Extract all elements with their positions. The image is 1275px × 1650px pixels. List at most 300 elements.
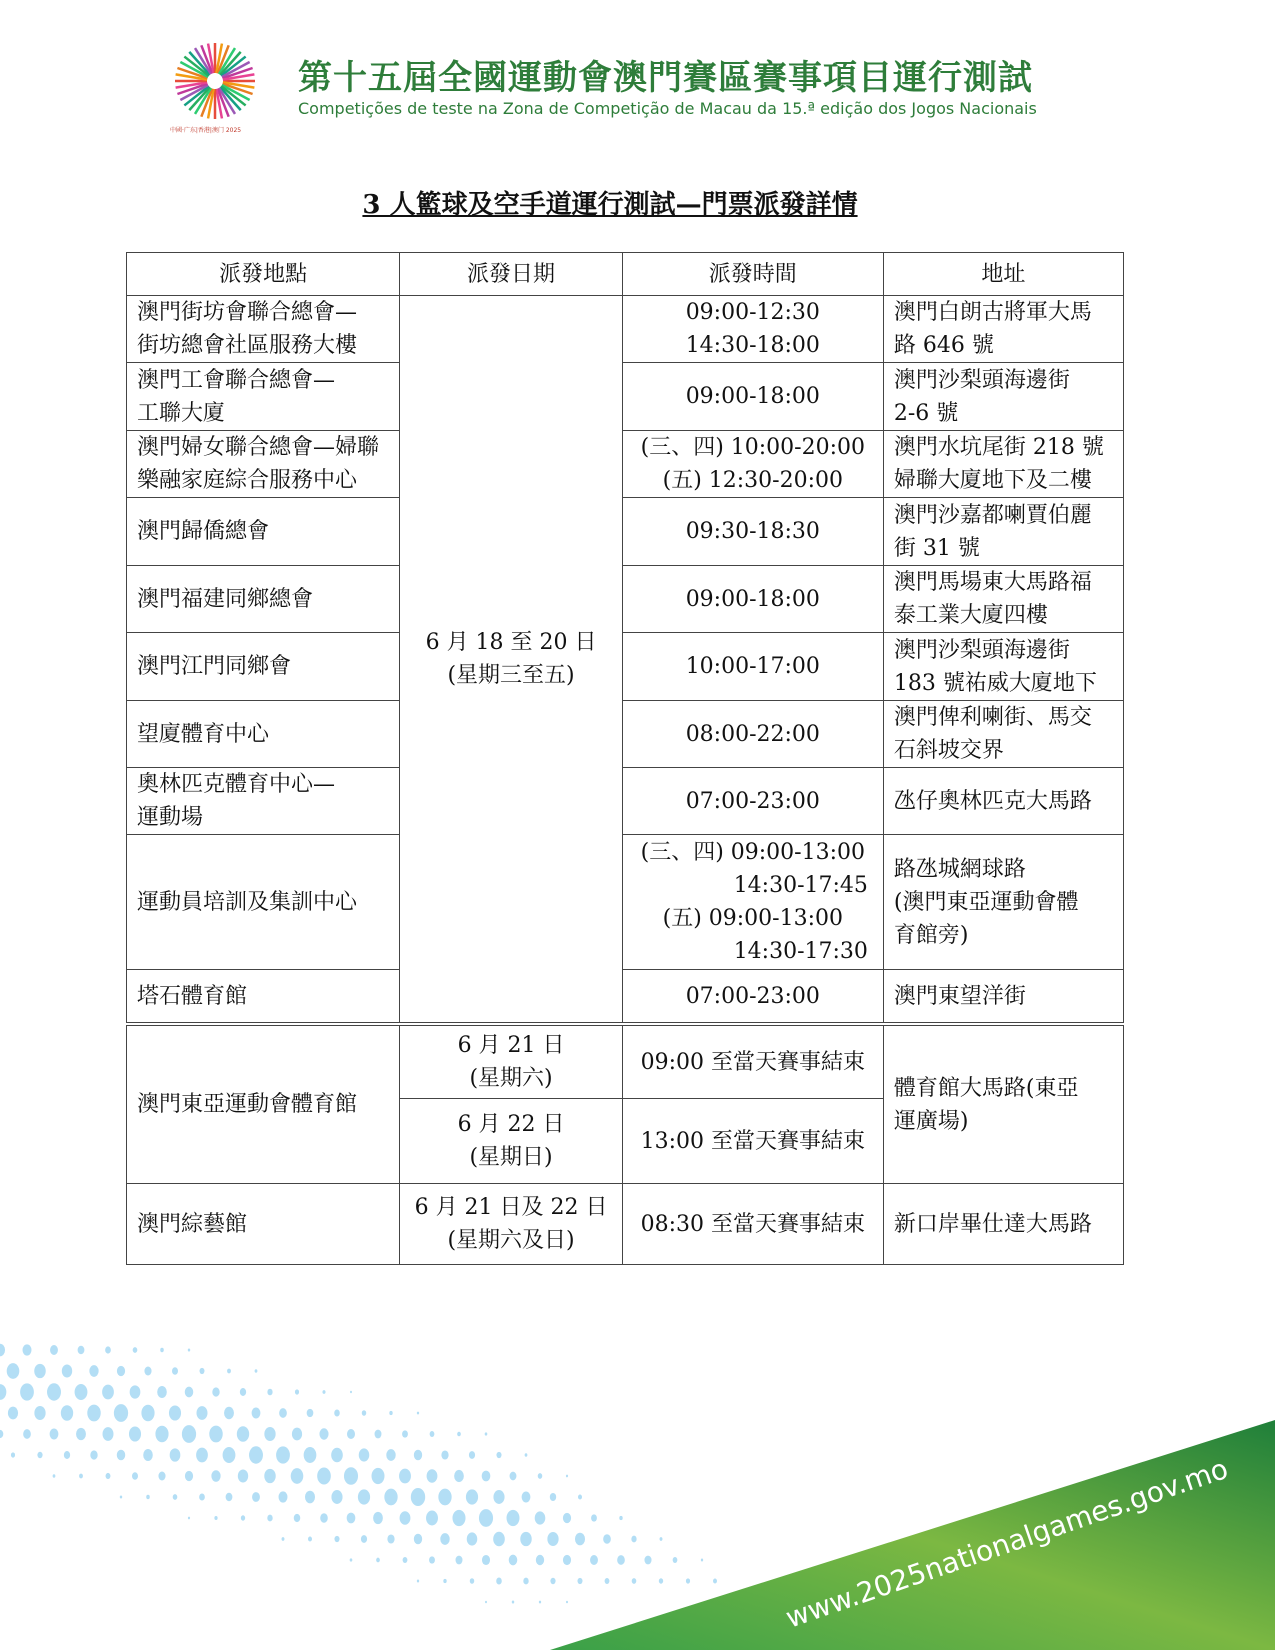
date-cell <box>400 296 622 1025</box>
games-logo <box>170 36 260 140</box>
place-cell-line: 望廈體育中心 <box>137 721 270 747</box>
col-header-date: 派發日期 <box>400 253 622 296</box>
decor-dot <box>249 1446 263 1463</box>
decor-dot <box>226 1493 233 1501</box>
decor-dot <box>20 1383 34 1400</box>
decor-dot <box>105 1346 111 1353</box>
decor-dot <box>157 1386 167 1398</box>
address-cell <box>883 566 1123 633</box>
decor-dot <box>550 1493 556 1501</box>
decor-dot <box>279 1408 287 1418</box>
time-cell-line: 09:00-18:00 <box>685 384 820 409</box>
time-cell-line: 09:00-12:30 <box>685 300 820 325</box>
place-cell-line: 澳門街坊會聯合總會— <box>137 300 358 325</box>
decor-dot <box>143 1449 153 1461</box>
decor-dot <box>673 1557 678 1563</box>
decor-dot <box>34 1364 45 1378</box>
decor-dot <box>8 1407 18 1420</box>
decor-dot <box>456 1556 463 1565</box>
decor-dot <box>523 1578 528 1585</box>
decor-dot <box>361 1535 367 1543</box>
address-cell <box>883 701 1123 768</box>
decor-dot <box>141 1405 154 1421</box>
decor-dot <box>512 1600 514 1603</box>
place-cell-line: 樂融家庭綜合服務中心 <box>137 468 358 493</box>
address-cell-line: 石斜坡交界 <box>893 738 1004 763</box>
address-cell <box>883 970 1123 1025</box>
decor-dot <box>227 1369 231 1374</box>
address-cell-line: 澳門沙梨頭海邊街 <box>893 637 1070 663</box>
place-cell-line: 澳門工會聯合總會— <box>137 367 336 393</box>
decor-dot <box>89 1365 98 1377</box>
decor-dot <box>317 1467 331 1484</box>
decor-dot <box>295 1389 299 1394</box>
decor-dot <box>426 1511 438 1526</box>
decor-dot <box>470 1578 474 1584</box>
website-url[interactable]: www.2025nationalgames.gov.mo <box>781 1451 1233 1635</box>
decor-dot <box>522 1492 531 1503</box>
decor-dot <box>196 1406 207 1420</box>
decor-dot <box>117 1366 125 1376</box>
address-cell-line: 運廣場) <box>893 1108 969 1134</box>
decor-dot <box>362 1410 366 1416</box>
address-cell-line: 街 31 號 <box>893 535 980 561</box>
decor-dot <box>304 1447 317 1463</box>
decor-dot <box>482 1471 491 1482</box>
decor-dot <box>241 1515 245 1520</box>
place-cell <box>127 566 400 633</box>
time-cell-line: 14:30-18:00 <box>685 333 820 358</box>
decor-dot <box>334 1536 339 1542</box>
date-cell <box>400 1024 622 1099</box>
time-cell <box>622 970 883 1025</box>
time-cell-line: 09:30-18:30 <box>685 519 820 544</box>
decor-dot <box>224 1407 234 1419</box>
ticket-distribution-table <box>126 252 1124 1265</box>
decor-dot <box>603 1534 611 1544</box>
decor-dot <box>267 1389 272 1396</box>
place-cell <box>127 431 400 498</box>
decor-dot <box>403 1557 408 1563</box>
decor-dot <box>214 1516 217 1520</box>
time-cell-line: 07:00-23:00 <box>685 788 820 814</box>
address-cell <box>883 498 1123 566</box>
decor-dot <box>212 1387 219 1396</box>
decor-dot <box>79 1474 83 1479</box>
decor-dot <box>605 1578 610 1584</box>
decor-dot <box>50 1345 58 1355</box>
green-band <box>550 1420 1275 1650</box>
dot-pattern <box>0 1344 717 1604</box>
time-cell <box>622 566 883 633</box>
time-cell-line: 14:30-17:30 <box>733 939 868 964</box>
time-cell <box>622 835 883 970</box>
date-cell-line: (星期六及日) <box>447 1228 575 1253</box>
place-cell-line: 奧林匹克體育中心— <box>137 772 336 797</box>
address-cell-line: (澳門東亞運動會體 <box>893 889 1079 915</box>
decor-dot <box>23 1429 31 1439</box>
decor-dot <box>240 1388 246 1396</box>
place-cell-line: 澳門婦女聯合總會—婦聯 <box>137 435 380 460</box>
place-cell-line: 工聯大廈 <box>137 400 226 426</box>
decor-dot <box>507 1510 520 1526</box>
decor-dot <box>185 1387 194 1398</box>
footer-decoration <box>0 1320 1275 1650</box>
decor-dot <box>427 1469 438 1483</box>
decor-dot <box>438 1489 451 1506</box>
address-cell <box>883 363 1123 431</box>
decor-dot <box>644 1556 651 1565</box>
table-row <box>127 970 1124 1025</box>
decor-dot <box>617 1555 625 1565</box>
decor-dot <box>389 1411 392 1415</box>
place-cell <box>127 768 400 835</box>
date-cell-line: (星期六) <box>469 1066 553 1091</box>
decor-dot <box>211 1470 220 1482</box>
decor-dot <box>577 1578 582 1584</box>
decor-dot <box>130 1385 141 1398</box>
decor-dot <box>267 1515 272 1522</box>
decor-dot <box>237 1426 249 1441</box>
decor-dot <box>550 1578 555 1585</box>
time-cell <box>622 431 883 498</box>
decor-dot <box>485 1432 488 1435</box>
address-cell-line: 育館旁) <box>893 922 969 948</box>
time-cell <box>622 1184 883 1265</box>
decor-dot <box>133 1347 138 1353</box>
decor-dot <box>90 1450 97 1459</box>
place-cell-line: 塔石體育館 <box>137 983 248 1009</box>
decor-dot <box>160 1348 164 1352</box>
decor-dot <box>170 1448 181 1461</box>
table-row <box>127 701 1124 768</box>
decor-dot <box>264 1469 275 1483</box>
decor-dot <box>430 1431 435 1437</box>
decor-dot <box>158 1472 165 1481</box>
decor-dot <box>78 1346 85 1355</box>
date-cell <box>400 1184 622 1265</box>
time-cell-line: 10:00-17:00 <box>685 654 820 679</box>
col-header-place: 派發地點 <box>127 253 400 296</box>
decor-dot <box>11 1452 15 1457</box>
decor-dot <box>402 1430 408 1437</box>
decor-dot <box>61 1405 73 1420</box>
decor-dot <box>387 1534 394 1543</box>
table-row <box>127 296 1124 363</box>
decor-dot <box>375 1430 382 1439</box>
decor-dot <box>479 1509 493 1527</box>
decor-dot <box>591 1514 597 1521</box>
decor-dot <box>359 1448 370 1461</box>
address-cell <box>883 431 1123 498</box>
document-title: 3 人籃球及空手道運行測試—門票派發詳情 <box>362 190 858 220</box>
decor-dot <box>155 1426 168 1442</box>
decor-dot <box>132 1472 138 1480</box>
decor-dot <box>701 1559 703 1562</box>
decor-dot <box>429 1556 435 1563</box>
date-cell-line: (星期日) <box>469 1145 553 1170</box>
decor-dot <box>200 1368 205 1374</box>
date-cell-line: 6 月 22 日 <box>457 1112 565 1137</box>
decor-dot <box>414 1450 422 1460</box>
decor-dot <box>417 1580 419 1583</box>
decor-dot <box>276 1446 290 1463</box>
decor-dot <box>169 1405 181 1420</box>
time-cell <box>622 296 883 363</box>
address-cell <box>883 1184 1123 1265</box>
decor-dot <box>376 1558 380 1563</box>
address-cell-line: 澳門沙嘉都喇賈伯麗 <box>893 502 1092 528</box>
decor-dot <box>344 1467 358 1485</box>
decor-dot <box>319 1428 328 1439</box>
table-row <box>127 633 1124 701</box>
decor-dot <box>0 1430 3 1438</box>
decor-dot <box>440 1533 449 1545</box>
decor-dot <box>350 1391 352 1393</box>
time-cell <box>622 363 883 431</box>
decor-dot <box>264 1427 275 1441</box>
decor-dot <box>566 1475 568 1478</box>
decor-dot <box>452 1510 465 1526</box>
decor-dot <box>713 1579 717 1584</box>
decor-dot <box>520 1532 531 1546</box>
place-cell <box>127 970 400 1025</box>
place-cell <box>127 296 400 363</box>
decor-dot <box>350 1558 353 1561</box>
address-cell-line: 澳門白朗古將軍大馬 <box>893 300 1092 325</box>
decor-dot <box>185 1471 193 1481</box>
address-cell-line: 路氹城網球路 <box>893 856 1026 882</box>
decor-dot <box>386 1449 395 1461</box>
place-cell-line: 澳門綜藝館 <box>137 1211 248 1237</box>
decor-dot <box>53 1474 56 1477</box>
decor-dot <box>0 1384 6 1400</box>
decor-dot <box>538 1473 543 1479</box>
time-cell-line: 07:00-23:00 <box>685 983 820 1009</box>
table-row <box>127 566 1124 633</box>
decor-dot <box>454 1470 464 1482</box>
table-row <box>127 498 1124 566</box>
decor-dot <box>539 1601 541 1604</box>
table-row <box>127 363 1124 431</box>
decor-dot <box>292 1428 302 1441</box>
decor-dot <box>525 1453 528 1456</box>
time-cell-line: (三、四) 09:00-13:00 <box>640 840 866 865</box>
decor-dot <box>255 1369 258 1372</box>
decor-dot <box>23 1344 32 1355</box>
decor-dot <box>496 1452 501 1458</box>
date-cell-line: 6 月 18 至 20 日 <box>425 630 597 655</box>
place-cell <box>127 1024 400 1184</box>
decor-dot <box>441 1450 448 1459</box>
time-cell <box>622 701 883 768</box>
decor-dot <box>252 1407 261 1418</box>
address-cell-line: 新口岸畢仕達大馬路 <box>893 1211 1092 1237</box>
address-cell-line: 澳門俾利喇街、馬交 <box>893 705 1092 730</box>
decor-dot <box>482 1555 490 1565</box>
decor-dot <box>103 1427 114 1441</box>
decor-dot <box>466 1489 478 1504</box>
decor-dot <box>331 1448 343 1463</box>
decor-dot <box>414 1534 422 1544</box>
decor-dot <box>106 1473 111 1479</box>
decor-dot <box>322 1390 325 1394</box>
date-cell-line: (星期三至五) <box>447 663 575 688</box>
decor-dot <box>510 1472 517 1481</box>
decor-dot <box>536 1555 544 1565</box>
place-cell-line: 運動員培訓及集訓中心 <box>137 889 358 915</box>
table-row <box>127 431 1124 498</box>
decor-dot <box>496 1578 502 1585</box>
address-cell <box>883 768 1123 835</box>
decor-dot <box>129 1426 141 1441</box>
decor-dot <box>75 1384 88 1400</box>
decor-dot <box>0 1344 5 1357</box>
place-cell <box>127 363 400 431</box>
header-title-pt: Competições de teste na Zona de Competição de Macau da 15.ª edição dos Jogos Nacionais <box>298 99 1037 118</box>
decor-dot <box>563 1513 571 1523</box>
address-cell-line: 氹仔奧林匹克大馬路 <box>893 788 1092 814</box>
decor-dot <box>188 1348 190 1351</box>
address-cell <box>883 1024 1123 1184</box>
decor-dot <box>146 1495 150 1499</box>
address-cell-line: 澳門馬場東大馬路福 <box>893 570 1092 595</box>
decor-dot <box>575 1533 585 1546</box>
time-cell <box>622 498 883 566</box>
decor-dot <box>62 1364 72 1377</box>
decor-dot <box>631 1536 636 1543</box>
decor-dot <box>590 1555 598 1565</box>
decor-dot <box>7 1363 20 1379</box>
time-cell-line: 08:00-22:00 <box>685 721 820 747</box>
time-cell-line: (五) 09:00-13:00 <box>662 906 844 931</box>
time-cell-line: 08:30 至當天賽事結束 <box>640 1211 866 1237</box>
decor-dot <box>373 1512 383 1524</box>
decor-dot <box>114 1404 128 1422</box>
address-cell <box>883 633 1123 701</box>
address-cell-line: 婦聯大廈地下及二樓 <box>893 468 1092 493</box>
decor-dot <box>331 1490 342 1504</box>
decor-dot <box>172 1367 178 1375</box>
time-cell <box>622 1024 883 1099</box>
decor-dot <box>411 1488 425 1506</box>
decor-dot <box>632 1578 637 1584</box>
address-cell-line: 體育館大馬路(東亞 <box>893 1075 1079 1101</box>
time-cell-line: (五) 12:30-20:00 <box>662 468 844 493</box>
address-cell-line: 澳門沙梨頭海邊街 <box>893 367 1070 393</box>
table-row <box>127 835 1124 970</box>
decor-dot <box>307 1409 314 1417</box>
decor-dot <box>196 1448 208 1463</box>
decor-dot <box>334 1410 340 1417</box>
decor-dot <box>47 1383 61 1400</box>
decor-dot <box>399 1469 411 1484</box>
time-cell-line: 09:00-18:00 <box>685 586 820 612</box>
place-cell-line: 澳門東亞運動會體育館 <box>137 1092 358 1117</box>
place-cell-line: 運動場 <box>137 805 204 830</box>
decor-dot <box>660 1537 663 1541</box>
decor-dot <box>467 1532 478 1545</box>
time-cell-line: 09:00 至當天賽事結束 <box>640 1049 866 1075</box>
date-cell-line: 6 月 21 日 <box>457 1033 565 1058</box>
decor-dot <box>347 1429 355 1439</box>
place-cell-line: 街坊總會社區服務大樓 <box>137 333 358 358</box>
decor-dot <box>291 1468 304 1484</box>
time-cell-line: 14:30-17:45 <box>733 873 868 898</box>
address-cell-line: 路 646 號 <box>893 333 994 358</box>
time-cell <box>622 633 883 701</box>
decor-dot <box>384 1489 397 1506</box>
address-cell <box>883 835 1123 970</box>
decor-dot <box>659 1578 663 1583</box>
decor-dot <box>87 1405 100 1422</box>
decor-dot <box>485 1601 487 1604</box>
table-row <box>127 1024 1124 1099</box>
address-cell-line: 泰工業大廈四樓 <box>893 603 1048 628</box>
place-cell-line: 澳門歸僑總會 <box>137 519 270 544</box>
decor-dot <box>252 1492 260 1502</box>
place-cell <box>127 498 400 566</box>
decor-dot <box>37 1452 42 1459</box>
place-cell <box>127 633 400 701</box>
decor-dot <box>64 1451 70 1459</box>
decor-dot <box>282 1537 285 1541</box>
decor-dot <box>320 1513 328 1522</box>
decor-dot <box>619 1516 622 1520</box>
logo-caption: 中國·广东|香港|澳门 2025 <box>170 127 242 134</box>
address-cell <box>883 296 1123 363</box>
decor-dot <box>209 1426 222 1443</box>
place-cell <box>127 835 400 970</box>
address-cell-line: 2-6 號 <box>893 400 959 426</box>
decor-dot <box>279 1491 288 1502</box>
decor-dot <box>400 1511 411 1525</box>
time-cell-line: (三、四) 10:00-20:00 <box>640 435 866 460</box>
decor-dot <box>305 1491 315 1504</box>
decor-dot <box>493 1490 504 1504</box>
date-cell <box>400 1099 622 1184</box>
col-header-address: 地址 <box>883 253 1123 296</box>
decor-dot <box>120 1495 122 1498</box>
decor-dot <box>547 1532 558 1546</box>
decor-dot <box>347 1513 356 1524</box>
time-cell <box>622 768 883 835</box>
decor-dot <box>566 1601 568 1604</box>
col-header-time: 派發時間 <box>622 253 883 296</box>
decor-dot <box>372 1468 385 1484</box>
place-cell <box>127 1184 400 1265</box>
decor-dot <box>469 1451 475 1459</box>
decor-dot <box>308 1536 312 1541</box>
decor-dot <box>117 1450 125 1461</box>
address-cell-line: 澳門水坑尾街 218 號 <box>893 435 1104 460</box>
decor-dot <box>223 1447 236 1463</box>
place-cell-line: 澳門福建同鄉總會 <box>137 586 314 612</box>
decor-dot <box>50 1428 59 1439</box>
decor-dot <box>294 1514 301 1522</box>
decor-dot <box>34 1406 45 1420</box>
decor-dot <box>76 1428 86 1440</box>
place-cell-line: 澳門江門同鄉會 <box>137 654 292 679</box>
decor-dot <box>173 1494 178 1500</box>
decor-dot <box>535 1511 546 1524</box>
decor-dot <box>443 1579 446 1583</box>
time-cell-line: 13:00 至當天賽事結束 <box>640 1128 866 1154</box>
table-header-row <box>127 253 1124 296</box>
address-cell-line: 澳門東望洋街 <box>893 983 1026 1009</box>
date-cell-line: 6 月 21 日及 22 日 <box>414 1195 608 1220</box>
header-title-zh: 第十五屆全國運動會澳門賽區賽事項目運行測試 <box>298 58 1033 98</box>
